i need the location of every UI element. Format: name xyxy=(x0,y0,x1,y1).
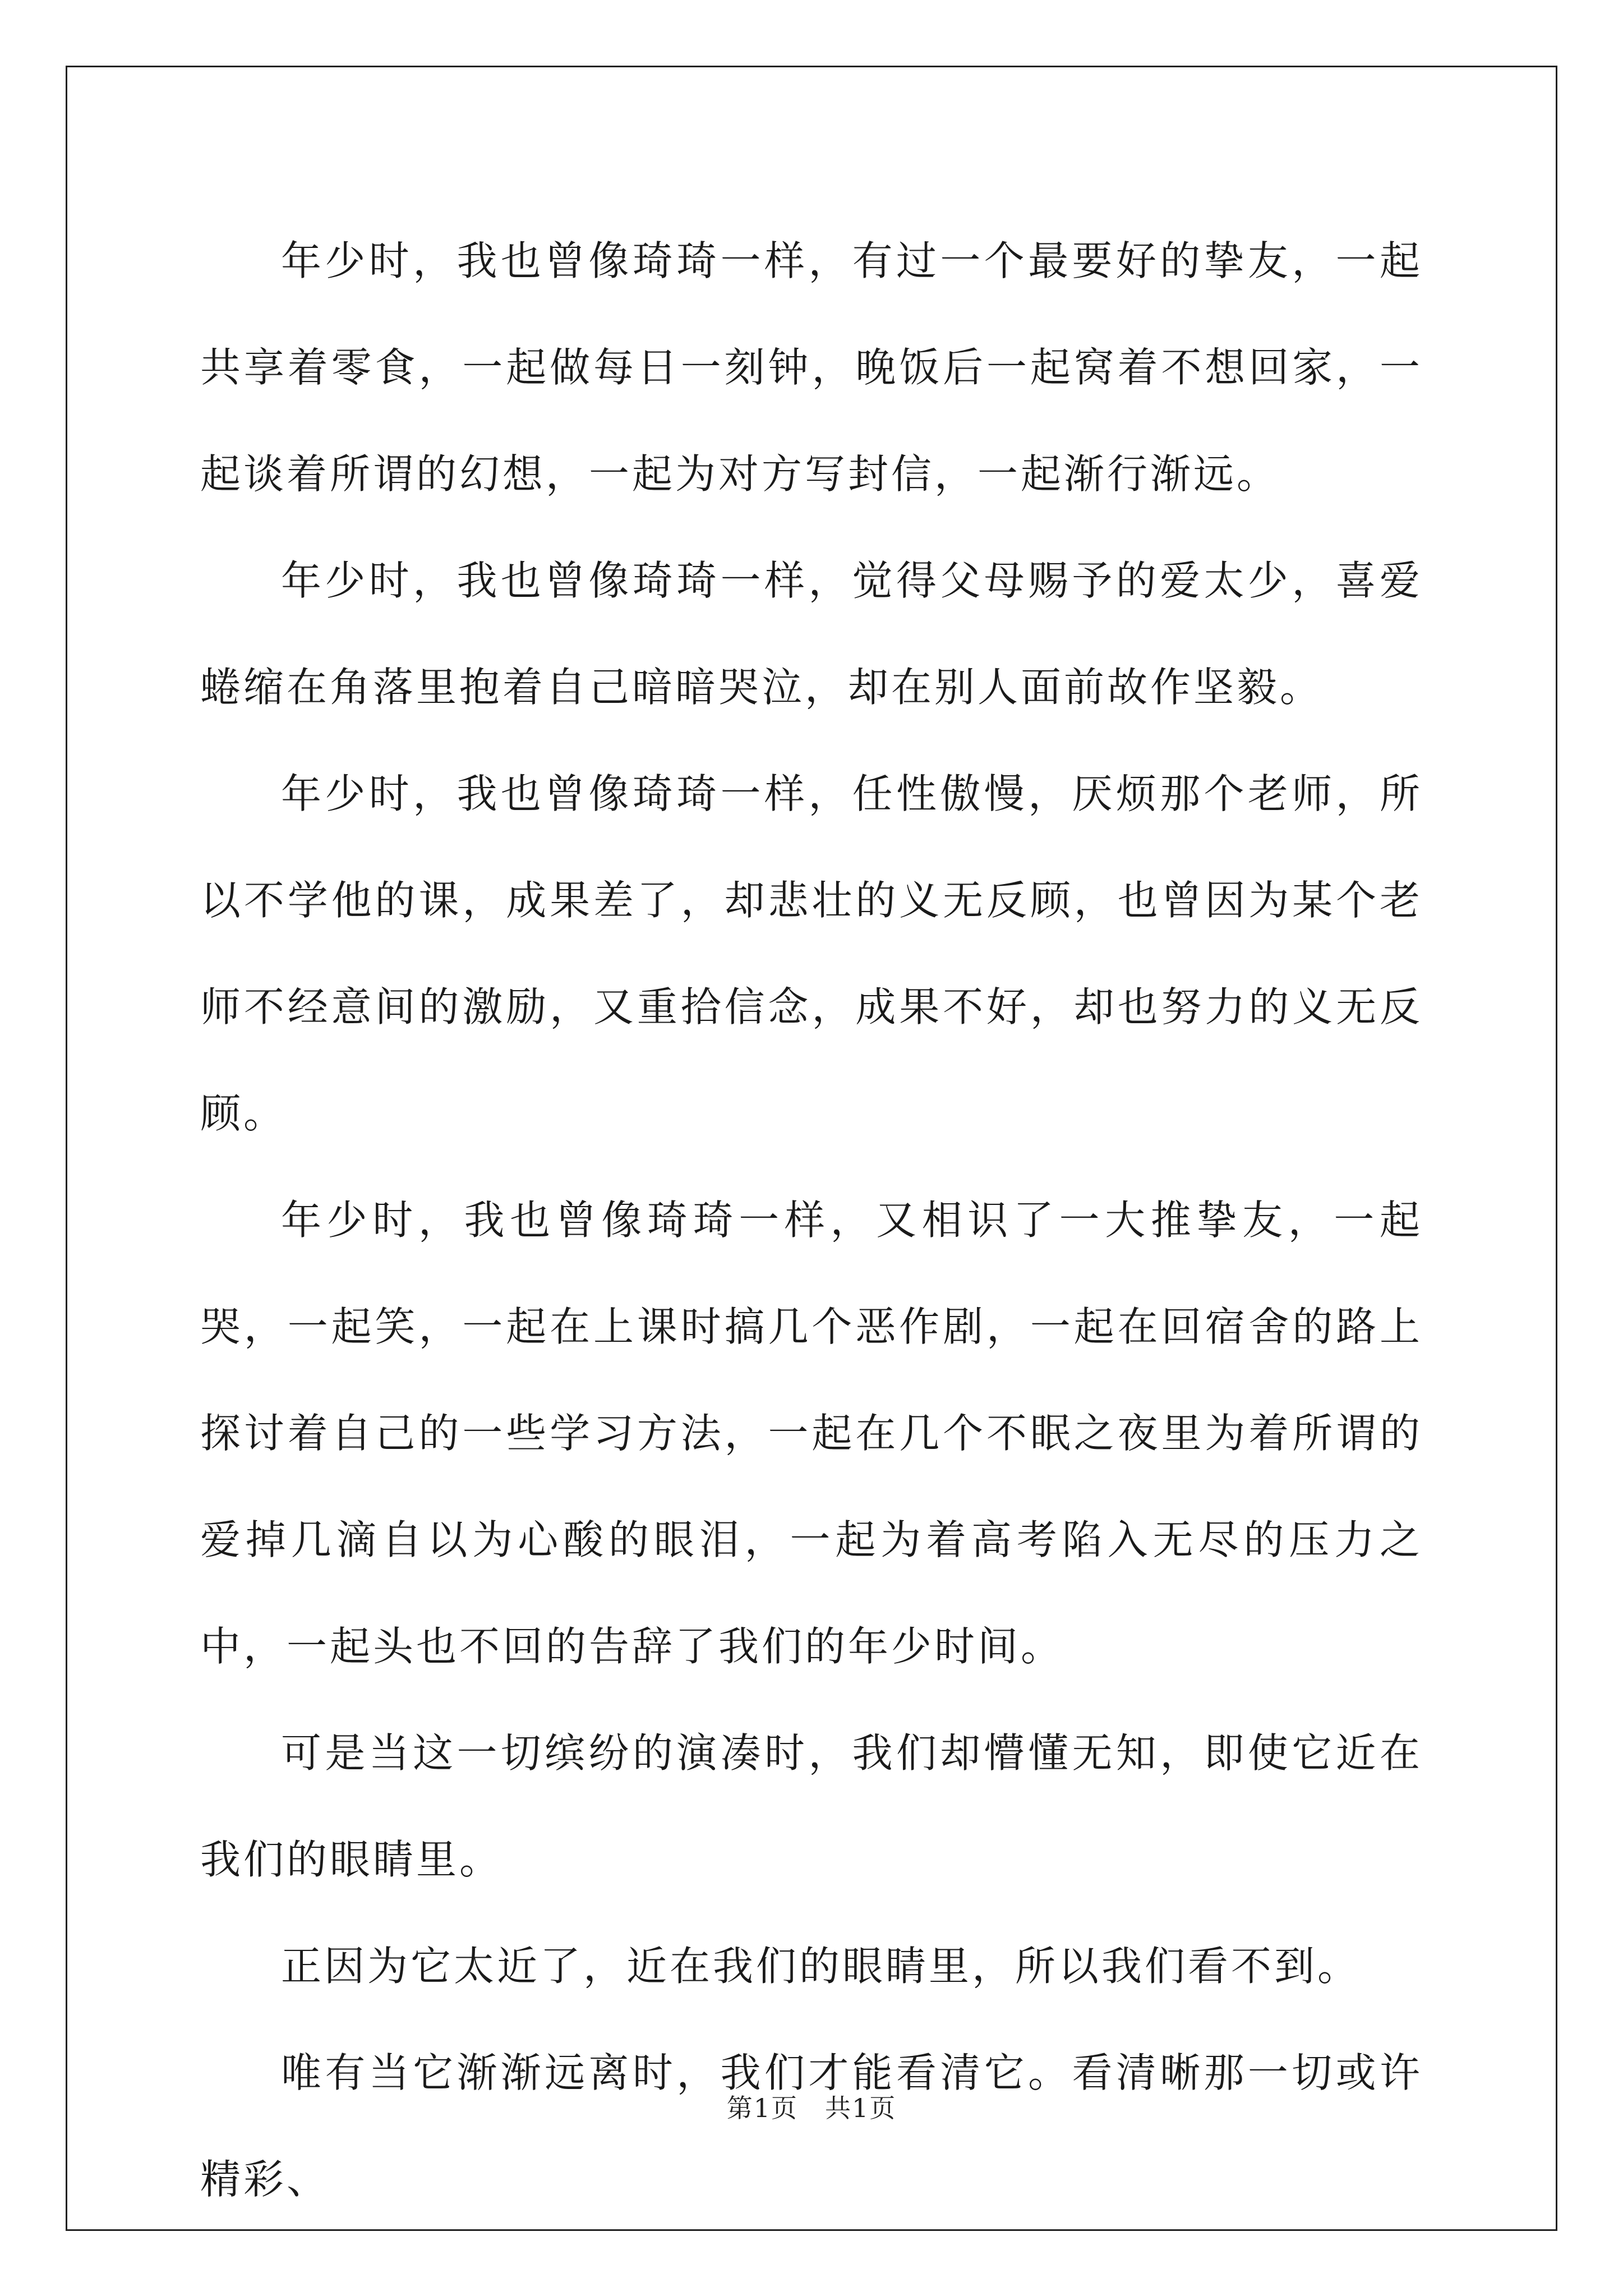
paragraph: 正因为它太近了，近在我们的眼睛里，所以我们看不到。 xyxy=(281,1943,1361,1990)
paragraph: 可是当这一切缤纷的演凑时，我们却懵懂无知，即使它近在我们的眼睛里。 xyxy=(200,1729,1423,1883)
paragraph: 年少时，我也曾像琦琦一样，任性傲慢，厌烦那个老师，所以不学他的课，成果差了，却悲壮的义无反顾，也曾因为某个老师不经意间的激励，又重拾信念，成果不好，却也努力的义无反顾。 xyxy=(200,770,1423,1137)
paragraph: 年少时，我也曾像琦琦一样，觉得父母赐予的爱太少，喜爱蜷缩在角落里抱着自己暗暗哭泣，却在别人面前故作坚毅。 xyxy=(200,557,1423,711)
page-footer: 第1页 共1页 xyxy=(726,2093,897,2123)
document-body xyxy=(200,208,1423,2233)
paragraph: 唯有当它渐渐远离时，我们才能看清它。看清晰那一切或许精彩、 xyxy=(200,2049,1423,2203)
paragraph: 年少时，我也曾像琦琦一样，又相识了一大推挚友，一起哭，一起笑，一起在上课时搞几个恶作剧，一起在回宿舍的路上探讨着自己的一些学习方法，一起在几个不眠之夜里为着所谓的爱掉几滴自以为心酸的眼泪，一起为着高考陷入无尽的压力之中，一起头也不回的告辞了我们的年少时间。 xyxy=(200,1197,1423,1670)
paragraph: 年少时，我也曾像琦琦一样，有过一个最要好的挚友，一起共享着零食，一起做每日一刻钟，晚饭后一起窝着不想回家，一起谈着所谓的幻想，一起为对方写封信，一起渐行渐远。 xyxy=(200,237,1423,498)
